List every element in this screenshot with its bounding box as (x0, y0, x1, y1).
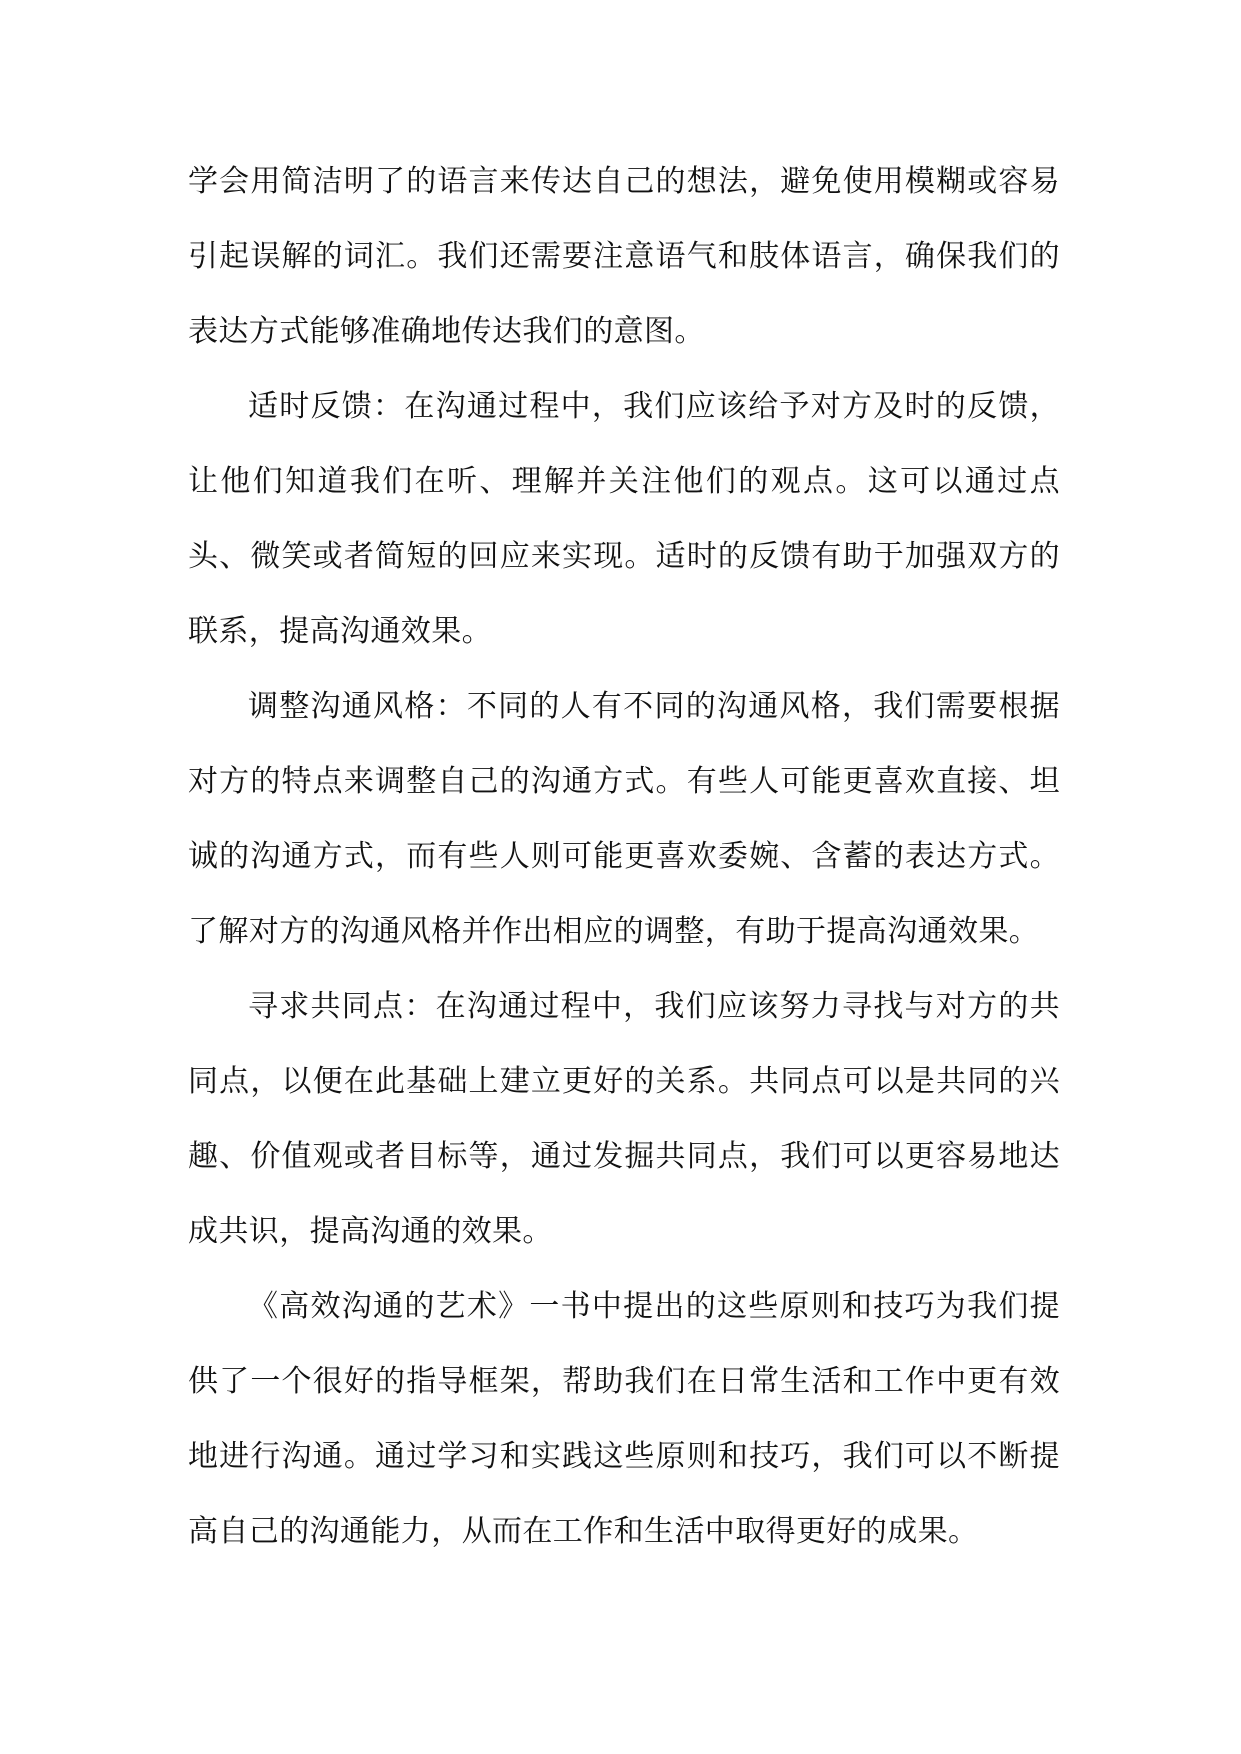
paragraph-common-ground: 寻求共同点：在沟通过程中，我们应该努力寻找与对方的共同点，以便在此基础上建立更好的关系。共同点可以是共同的兴趣、价值观或者目标等，通过发掘共同点，我们可以更容易地达成共识，提高沟通的效果。 (188, 989, 1060, 1249)
paragraph-conclusion: 《高效沟通的艺术》一书中提出的这些原则和技巧为我们提供了一个很好的指导框架，帮助我们在日常生活和工作中更有效地进行沟通。通过学习和实践这些原则和技巧，我们可以不断提高自己的沟通能力，从而在工作和生活中取得更好的成果。 (188, 1289, 1060, 1549)
paragraph-continuation: 学会用简洁明了的语言来传达自己的想法，避免使用模糊或容易引起误解的词汇。我们还需要注意语气和肢体语言，确保我们的表达方式能够准确地传达我们的意图。 (188, 164, 1060, 349)
document-body (188, 144, 1060, 1569)
paragraph-adjust-style: 调整沟通风格：不同的人有不同的沟通风格，我们需要根据对方的特点来调整自己的沟通方式。有些人可能更喜欢直接、坦诚的沟通方式，而有些人则可能更喜欢委婉、含蓄的表达方式。了解对方的沟通风格并作出相应的调整，有助于提高沟通效果。 (188, 689, 1060, 949)
paragraph-timely-feedback: 适时反馈：在沟通过程中，我们应该给予对方及时的反馈，让他们知道我们在听、理解并关注他们的观点。这可以通过点头、微笑或者简短的回应来实现。适时的反馈有助于加强双方的联系，提高沟通效果。 (188, 389, 1060, 649)
